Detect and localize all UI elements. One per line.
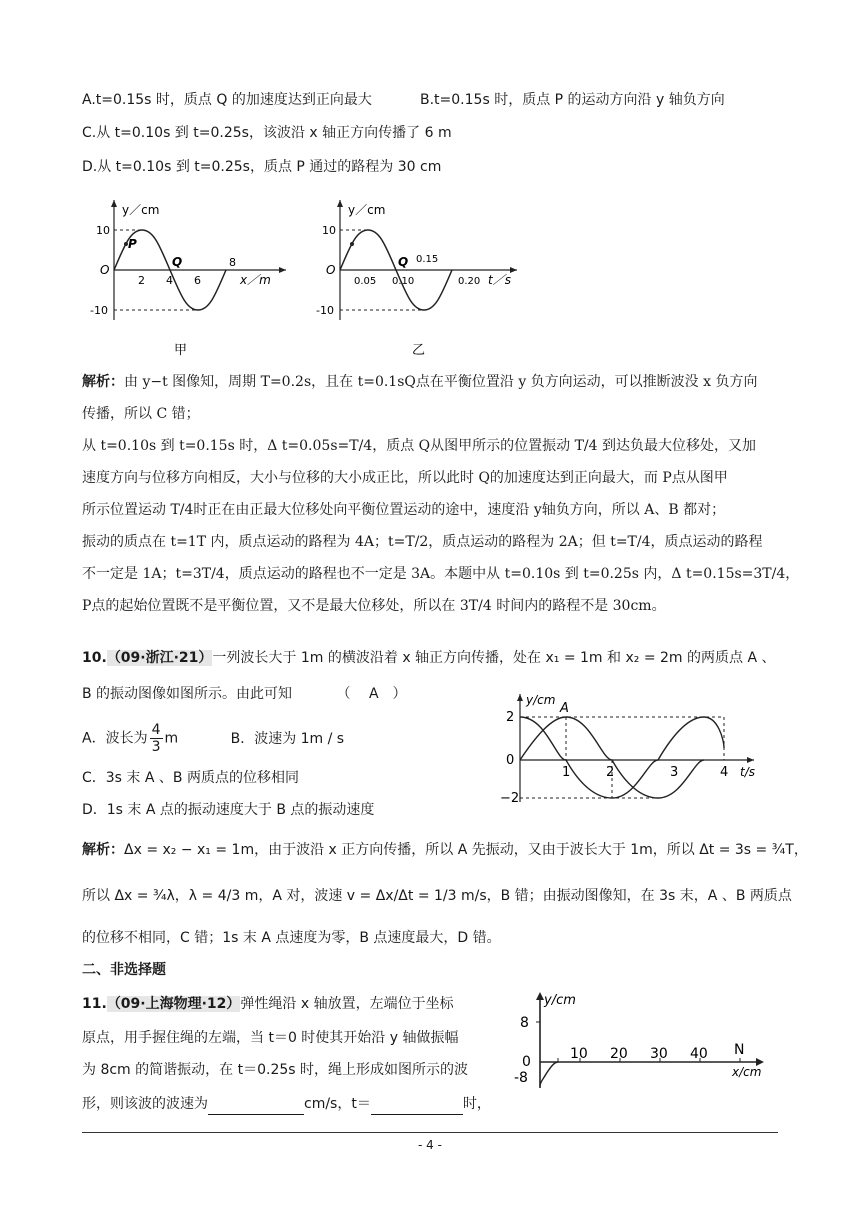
- q10-stem-b: B 的振动图像如图所示。由此可知: [82, 686, 293, 702]
- q11-line-2: 原点，用手握住绳的左端，当 t＝0 时使其开始沿 y 轴做振幅: [82, 1030, 459, 1046]
- figure-yi: [312, 192, 532, 362]
- yi-origin: O: [326, 263, 336, 277]
- figure-yi-graph: [312, 192, 532, 362]
- analysis9-line-5: 所示位置运动 T/4时正在由正最大位移处向平衡位置运动的途中，速度沿 y轴负方向，所以 A、B 都对；: [82, 502, 726, 518]
- q10-option-a: A．波长为 $\frac{4}{3}$ m B．波速为 1m / s: [82, 722, 345, 755]
- q10-stem-line-1: [82, 648, 775, 668]
- yi-point-q: Q: [398, 255, 409, 269]
- q10-ylabel: y/cm: [526, 693, 556, 707]
- option-a: A.t=0.15s 时，质点 Q 的加速度达到正向最大: [82, 92, 372, 108]
- q11-line-3: 为 8cm 的简谐振动，在 t＝0.25s 时，绳上形成如图所示的波: [82, 1062, 468, 1078]
- analysis9-line-8: P点的起始位置既不是平衡位置，又不是最大位移处，所以在 3T/4 时间内的路程不是 30cm。: [82, 598, 666, 614]
- q11-line-4: 形，则该波的波速为 cm/s，t＝ 时，: [82, 1094, 491, 1115]
- yi-xtick-005: 0.05: [354, 276, 377, 287]
- q10-xtick-1: 1: [562, 765, 571, 780]
- jia-ytick-10: 10: [96, 224, 110, 237]
- jia-ytick-neg10: -10: [90, 304, 108, 317]
- jia-xlabel: x／m: [240, 273, 271, 287]
- analysis10-line-2: 所以 Δx = ¾λ，λ = 4/3 m，A 对，波速 v = Δx/Δt = 1/3 m/s，B 错；由振动图像知，在 3s 末，A 、B 两质点: [82, 888, 792, 904]
- analysis9-line-2: 传播，所以 C 错；: [82, 406, 200, 422]
- yi-caption: 乙: [412, 343, 426, 358]
- analysis10-label: 解析：: [82, 842, 124, 858]
- q11-xtick-20: 20: [610, 1046, 628, 1062]
- q11-number: 11.: [82, 996, 107, 1012]
- q10-option-c: C．3s 末 A 、B 两质点的位移相同: [82, 770, 299, 786]
- q10-option-a-fraction: $\frac{4}{3}$: [151, 722, 161, 755]
- q10-number: 10.: [82, 650, 107, 666]
- q11-point-n: N: [734, 1042, 745, 1058]
- yi-ytick-10: 10: [322, 224, 336, 237]
- q10-ytick-neg2: −2: [500, 791, 520, 806]
- q10-point-a: A: [560, 701, 569, 716]
- q11-ytick-0: 0: [522, 1054, 531, 1070]
- q11-xtick-40: 40: [690, 1046, 708, 1062]
- analysis9-line-7: 不一定是 1A；t=3T/4，质点运动的路程也不一定是 3A。本题中从 t=0.10s 到 t=0.25s 内，Δ t=0.15s=3T/4，: [82, 566, 800, 582]
- q10-option-b: B．波速为 1m / s: [230, 730, 345, 747]
- q10-ytick-0: 0: [506, 753, 515, 768]
- jia-origin: O: [100, 263, 110, 277]
- figure-q11: [500, 990, 770, 1090]
- page-number: - 4 -: [418, 1138, 442, 1152]
- q11-source: （09·上海物理·12）: [106, 996, 241, 1012]
- q11-ytick-neg8: -8: [514, 1070, 528, 1086]
- jia-ylabel: y／cm: [122, 203, 160, 217]
- q10-stem-line-2: [82, 684, 407, 704]
- yi-xtick-010: 0.10: [392, 276, 415, 287]
- analysis9-line-1: 解析：由 y−t 图像知，周期 T=0.2s，且在 t=0.1sQ点在平衡位置沿 y 负方向运动，可以推断波没 x 负方向: [82, 374, 758, 390]
- q10-stem-a: 一列波长大于 1m 的横波沿着 x 轴正方向传播，处在 x₁ = 1m 和 x₂ = 2m 的两质点 A 、: [212, 650, 776, 666]
- q10-answer: （ A ）: [336, 686, 407, 702]
- jia-xtick-4: 4: [166, 274, 173, 287]
- q11-blank-velocity[interactable]: [208, 1094, 304, 1115]
- q11-xtick-30: 30: [650, 1046, 668, 1062]
- q10-source: （09·浙江·21）: [106, 650, 213, 666]
- jia-caption: 甲: [174, 343, 188, 358]
- analysis10-line-3: 的位移不相同，C 错；1s 末 A 点速度为零，B 点速度最大，D 错。: [82, 930, 501, 946]
- yi-xtick-015: 0.15: [416, 254, 439, 265]
- footer-rule: [82, 1132, 778, 1133]
- q10-xtick-4: 4: [720, 765, 729, 780]
- jia-point-p: P: [128, 237, 137, 251]
- q11-ytick-8: 8: [520, 1015, 529, 1031]
- option-b: B.t=0.15s 时，质点 P 的运动方向沿 y 轴负方向: [420, 92, 725, 108]
- q10-xtick-3: 3: [670, 765, 679, 780]
- q10-ytick-2: 2: [506, 710, 515, 725]
- analysis9-line-3: 从 t=0.10s 到 t=0.15s 时，Δ t=0.05s=T/4，质点 Q从图甲所示的位置振动 T/4 到达负最大位移处，又加: [82, 438, 756, 454]
- jia-xtick-6: 6: [194, 274, 201, 287]
- analysis10-line-1: 解析：Δx = x₂ − x₁ = 1m，由于波沿 x 正方向传播，所以 A 先振动，又由于波长大于 1m，所以 Δt = 3s = ¾T，: [82, 842, 808, 858]
- analysis9-label: 解析：: [82, 374, 124, 390]
- q11-xtick-10: 10: [570, 1046, 588, 1062]
- q10-option-d: D．1s 末 A 点的振动速度大于 B 点的振动速度: [82, 802, 375, 818]
- figure-q10: [496, 690, 762, 810]
- jia-xtick-8: 8: [229, 256, 236, 269]
- option-d: D.从 t=0.10s 到 t=0.25s，质点 P 通过的路程为 30 cm: [82, 159, 442, 175]
- yi-ytick-neg10: -10: [316, 304, 334, 317]
- yi-xtick-020: 0.20: [458, 276, 481, 287]
- section-title: 二、非选择题: [82, 962, 166, 978]
- yi-ylabel: y／cm: [348, 203, 386, 217]
- option-c: C.从 t=0.10s 到 t=0.25s，该波沿 x 轴正方向传播了 6 m: [82, 125, 452, 141]
- q10-xtick-2: 2: [606, 765, 615, 780]
- figure-jia: [86, 192, 296, 362]
- jia-xtick-2: 2: [138, 274, 145, 287]
- figure-q11-graph: [500, 990, 770, 1090]
- q11-line-1: 11.（09·上海物理·12）弹性绳沿 x 轴放置，左端位于坐标: [82, 996, 454, 1012]
- figure-q10-graph: [496, 690, 762, 810]
- analysis9-line-6: 振动的质点在 t=1T 内，质点运动的路程为 4A；t=T/2，质点运动的路程为 2A；但 t=T/4，质点运动的路程: [82, 534, 763, 550]
- q10-xlabel: t/s: [740, 765, 755, 779]
- yi-xlabel: t／s: [488, 273, 511, 287]
- analysis9-line-4: 速度方向与位移方向相反，大小与位移的大小成正比，所以此时 Q的加速度达到正向最大，而 P点从图甲: [82, 470, 728, 486]
- q11-blank-time[interactable]: [371, 1094, 463, 1115]
- figure-jia-graph: [86, 192, 296, 362]
- q11-xlabel: x/cm: [732, 1065, 762, 1079]
- jia-point-q: Q: [172, 255, 183, 269]
- q11-ylabel: y/cm: [544, 993, 576, 1008]
